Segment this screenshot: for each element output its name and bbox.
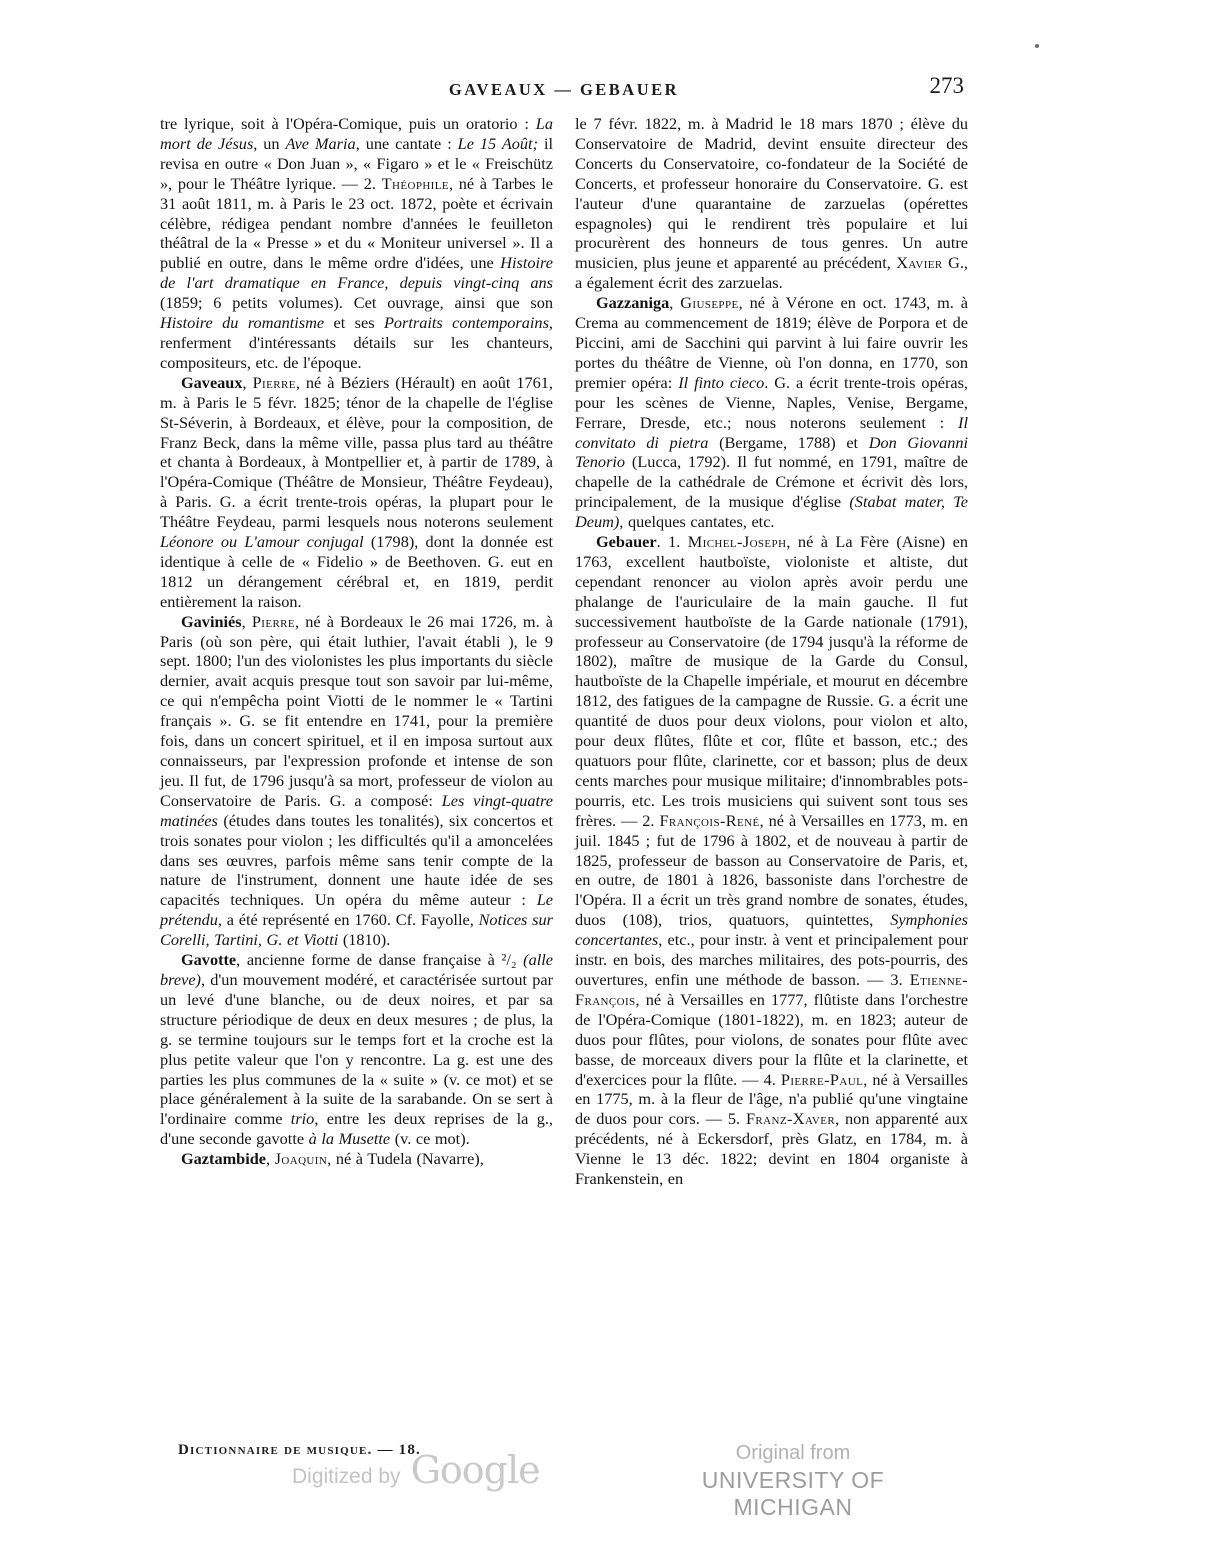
entry-paragraph: Gaztambide, Joaquin, né à Tudela (Navarre),: [181, 1149, 484, 1169]
ink-speck: [1035, 44, 1039, 48]
original-from-label: Original from: [735, 1442, 851, 1464]
page-header: [160, 73, 968, 104]
series-signature: Dictionnaire de musique. — 18.: [178, 1442, 421, 1458]
entry-paragraph: le 7 févr. 1822, m. à Madrid le 18 mars 1870 ; élève du Conservatoire de Madrid, devint ensuite directeur des Concerts du Conservatoire, co-fondateur de la Société de Concerts, et professeur honoraire du Conservatoire. G. est l'auteur d'une quarantaine de zarzuelas (opérettes espagnoles) qui le rendirent très populaire et lui procurèrent des honneurs de tous genres. Un autre musicien, plus jeune et apparenté au précédent, Xavier G., a également écrit des zarzuelas.: [575, 114, 968, 293]
digitized-by-label: Digitized by: [292, 1465, 401, 1488]
google-logo: Google: [410, 1448, 540, 1492]
entry-paragraph: tre lyrique, soit à l'Opéra-Comique, puis un oratorio : La mort de Jésus, un Ave Maria, une cantate : Le 15 Août; il revisa en outre « Don Juan », « Figaro » et le « Freischütz », pour le Théâtre lyrique. — 2. Théophile, né à Tarbes le 31 août 1811, m. à Paris le 23 oct. 1872, poète et écrivain célèbre, rédigea pendant nombre d'années le feuilleton théâtral de la « Presse » et du « Moniteur universel ». Il a publié en outre, dans le même ordre d'idées, une Histoire de l'art dramatique en France, depuis vingt-cinq ans (1859; 6 petits volumes). Cet ouvrage, ainsi que son Histoire du romantisme et ses Portraits contemporains, renferment d'intéressants détails sur les chanteurs, compositeurs, etc. de l'époque.: [160, 114, 553, 372]
entry-paragraph: Gavotte, ancienne forme de danse française à ²/₂ (alle breve), d'un mouvement modéré, et caractérisée surtout par un levé d'une blanche, ou de deux noires, et par sa structure périodique de deux en deux mesures ; de plus, la g. se termine toujours sur le temps fort et la croche est la plus petite valeur que l'on y rencontre. La g. est une des parties les plus communes de la « suite » (v. ce mot) et se place généralement à la suite de la sarabande. On se sert à l'ordinaire comme trio, entre les deux reprises de la g., d'une seconde gavotte à la Musette (v. ce mot).: [160, 950, 553, 1149]
page-number: 273: [929, 73, 964, 98]
left-column: [160, 114, 553, 1189]
library-name: UNIVERSITY OF MICHIGAN: [701, 1467, 885, 1520]
running-head: GAVEAUX — GEBAUER: [448, 80, 680, 99]
entry-paragraph: Gebauer. 1. Michel-Joseph, né à La Fère (Aisne) en 1763, excellent hautboïste, violoniste et altiste, dut cependant renoncer au violon après avoir perdu une phalange de l'auriculaire de la main gauche. Il fut successivement hautboïste de la Garde nationale (1791), professeur au Conservatoire (de 1794 jusqu'à la réforme de 1802), maître de musique de la Garde du Consul, hautboïste de la Chapelle impériale, et mourut en décembre 1812, des fatigues de la campagne de Russie. G. a écrit une quantité de duos pour deux violons, pour violon et alto, pour deux flûtes, flûte et cor, flûte et basson, etc.; des quatuors pour flûte, clarinette, cor et basson; plus de deux cents marches pour musique militaire; d'innombrables pots-pourris, etc. Les trois musiciens qui suivent sont tous ses frères. — 2. François-René, né à Versailles en 1773, m. en juil. 1845 ; fut de 1796 à 1802, et de nouveau à partir de 1825, professeur de basson au Conservatoire de Paris, et, en outre, de 1801 à 1826, bassoniste dans l'orchestre de l'Opéra. Il a écrit un très grand nombre de sonates, études, duos (108), trios, quatuors, quintettes, Symphonies concertantes, etc., pour instr. à vent et principalement pour instr. en bois, des marches militaires, des pots-pourris, des ouvertures, enfin une méthode de basson. — 3. Etienne-François, né à Versailles en 1777, flûtiste dans l'orchestre de l'Opéra-Comique (1801-1822), m. en 1823; auteur de duos pour flûtes, pour violons, de sonates pour flûte avec basse, de morceaux divers pour la flûte et la clarinette, et d'exercices pour la flûte. — 4. Pierre-Paul, né à Versailles en 1775, m. à la fleur de l'âge, n'a publié qu'une vingtaine de duos pour cors. — 5. Franz-Xaver, non apparenté aux précédents, né à Eckersdorf, près Glatz, en 1784, m. à Vienne le 13 déc. 1822; devint en 1804 organiste à Frankenstein, en: [575, 532, 969, 1189]
digitized-watermark: [292, 1448, 540, 1492]
entry-paragraph: Gaviniés, Pierre, né à Bordeaux le 26 mai 1726, m. à Paris (où son père, qui était luthier, l'avait établi ), le 9 sept. 1800; l'un des violonistes les plus importants du siècle dernier, avait acquis presque tout son savoir par lui-même, ce qui n'empêcha point Viotti de le nommer le « Tartini français ». G. se fit entendre en 1741, pour la première fois, dans un concert spirituel, et il en imposa surtout aux connaisseurs, par l'expression profonde et intense de son jeu. Il fut, de 1796 jusqu'à sa mort, professeur de violon au Conservatoire de Paris. G. a composé: Les vingt-quatre matinées (études dans toutes les tonalités), six concertos et trois sonates pour violon ; les difficultés qu'il a amoncelées dans ses œuvres, parfois même sans tenir compte de la nature de l'instrument, donnent une haute idée de ses capacités techniques. Un opéra du même auteur : Le prétendu, a été représenté en 1760. Cf. Fayolle, Notices sur Corelli, Tartini, G. et Viotti (1810).: [160, 611, 554, 950]
text-block: [160, 114, 968, 1189]
entry-paragraph: Gazzaniga, Giuseppe, né à Vérone en oct. 1743, m. à Crema au commencement de 1819; élève de Porpora et de Piccini, ami de Sacchini qui parvint à lui faire ouvrir les portes du théâtre de Vienne, où l'on donna, en 1770, son premier opéra: Il finto cieco. G. a écrit trente-trois opéras, pour les scènes de Vienne, Naples, Venise, Bergame, Ferrare, Dresde, etc.; nous noterons seulement : Il convitato di pietra (Bergame, 1788) et Don Giovanni Tenorio (Lucca, 1792). Il fut nommé, en 1791, maître de chapelle de la cathédrale de Crémone et écrivit dès lors, principalement, de la musique d'église (Stabat mater, Te Deum), quelques cantates, etc.: [575, 293, 969, 532]
entry-paragraph: Gaveaux, Pierre, né à Béziers (Hérault) en août 1761, m. à Paris le 5 févr. 1825; ténor de la chapelle de l'église St-Séverin, à Bordeaux, et élève, pour la composition, de Franz Beck, dans la même ville, passa plus tard au théâtre et chanta à Bordeaux, à Montpellier et, à partir de 1789, à l'Opéra-Comique (Théâtre de Monsieur, Théâtre Feydeau), à Paris. G. a écrit trente-trois opéras, la plupart pour le Théâtre Feydeau, parmi lesquels nous noterons seulement Léonore ou L'amour conjugal (1798), dont la donnée est identique à celle de « Fidelio » de Beethoven. G. eut en 1812 un dérangement cérébral et, en 1819, perdit entièrement la raison.: [160, 372, 554, 611]
provenance-watermark: [643, 1442, 943, 1521]
right-column: [575, 114, 968, 1189]
